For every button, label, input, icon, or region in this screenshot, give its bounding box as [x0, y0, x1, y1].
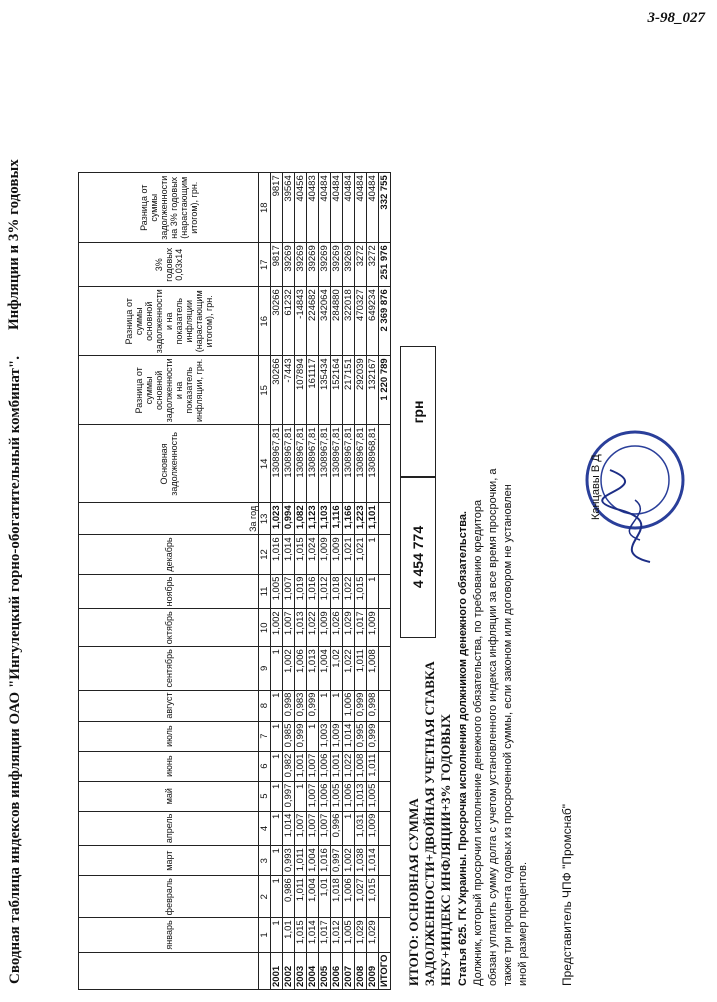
value-cell: 1,006: [319, 781, 331, 811]
value-cell: 0,996: [331, 811, 343, 846]
value-cell: 1,018: [331, 876, 343, 918]
index-cell: 4: [259, 811, 271, 846]
value-cell: 1,009: [367, 609, 379, 647]
value-cell: 1,017: [355, 609, 367, 647]
value-cell: 61232: [283, 287, 295, 356]
value-cell: 107894: [295, 356, 307, 425]
index-cell: 16: [259, 287, 271, 356]
value-cell: 161117: [307, 356, 319, 425]
table-row: [295, 173, 307, 990]
value-cell: 1,101: [367, 503, 379, 535]
value-cell: 40484: [319, 173, 331, 243]
summary-unit: грн: [400, 346, 436, 478]
value-cell: 1308967,81: [283, 425, 295, 503]
value-cell: 39269: [319, 243, 331, 287]
table-row: [319, 173, 331, 990]
value-cell: 132167: [367, 356, 379, 425]
total-cell: [379, 846, 391, 876]
value-cell: 1,006: [295, 647, 307, 690]
value-cell: 1,017: [319, 918, 331, 952]
total-cell: [379, 918, 391, 952]
article-body: Должник, который просрочил исполнение денежного обязательства, по требованию кредитора обязан уплатить сумму долга с учетом установленного индекса инфляции за все время просрочки, а также три процента годовых из просроченной суммы, если законом или договором не установлен иной размер процентов.: [472, 468, 529, 986]
table-row: [331, 173, 343, 990]
value-cell: 649234: [367, 287, 379, 356]
value-cell: 0,993: [283, 846, 295, 876]
value-cell: 1,014: [343, 721, 355, 751]
value-cell: 9817: [271, 243, 283, 287]
value-cell: 1,009: [367, 811, 379, 846]
article-heading: Статья 625. ГК Украины. Просрочка исполнения должником денежного обязательства.: [457, 511, 469, 986]
value-cell: 1308967,81: [295, 425, 307, 503]
value-cell: 1,029: [355, 918, 367, 952]
value-cell: 1,016: [319, 846, 331, 876]
value-cell: 152164: [331, 356, 343, 425]
value-cell: 1,018: [331, 574, 343, 609]
index-cell: 10: [259, 609, 271, 647]
year-cell: 2005: [319, 952, 331, 989]
value-cell: 1,011: [295, 846, 307, 876]
index-row: [259, 173, 271, 990]
value-cell: 1,011: [355, 647, 367, 690]
value-cell: 1,012: [331, 918, 343, 952]
header-cell: За год: [79, 503, 259, 535]
value-cell: 39564: [283, 173, 295, 243]
total-cell: [379, 535, 391, 574]
value-cell: 1,011: [295, 876, 307, 918]
value-cell: 1,014: [367, 846, 379, 876]
value-cell: 1,007: [307, 751, 319, 781]
value-cell: 1,01: [319, 876, 331, 918]
value-cell: 1,007: [283, 609, 295, 647]
value-cell: 9817: [271, 173, 283, 243]
value-cell: 1,009: [319, 609, 331, 647]
year-cell: 2004: [307, 952, 319, 989]
value-cell: 1,023: [271, 503, 283, 535]
value-cell: 284880: [331, 287, 343, 356]
total-cell: [379, 690, 391, 721]
value-cell: 1: [319, 690, 331, 721]
summary-text: ИТОГО: ОСНОВНАЯ СУММА ЗАДОЛЖЕННОСТИ+ДВОЙНАЯ УЧЕТНАЯ СТАВКА НБУ+ИНДЕКС ИНФЛЯЦИИ+3% ГОДОВЫХ: [406, 661, 453, 986]
index-cell: 3: [259, 846, 271, 876]
value-cell: 1: [271, 846, 283, 876]
value-cell: 1,01: [283, 918, 295, 952]
index-cell: 5: [259, 781, 271, 811]
value-cell: 1,008: [367, 647, 379, 690]
value-cell: 1: [343, 811, 355, 846]
header-cell: октябрь: [79, 609, 259, 647]
value-cell: 1,001: [295, 751, 307, 781]
value-cell: 0,998: [367, 690, 379, 721]
value-cell: 1: [271, 721, 283, 751]
value-cell: 3272: [367, 243, 379, 287]
value-cell: 0,999: [367, 721, 379, 751]
index-cell: 12: [259, 535, 271, 574]
value-cell: 39269: [343, 243, 355, 287]
value-cell: 1,009: [319, 535, 331, 574]
value-cell: 30266: [271, 356, 283, 425]
value-cell: 39269: [331, 243, 343, 287]
year-cell: 2002: [283, 952, 295, 989]
value-cell: 0,985: [283, 721, 295, 751]
total-cell: [379, 811, 391, 846]
value-cell: 1: [271, 918, 283, 952]
table-row: [307, 173, 319, 990]
index-cell: [259, 952, 271, 989]
value-cell: 0,998: [283, 690, 295, 721]
value-cell: 1,019: [295, 574, 307, 609]
value-cell: 1,001: [331, 751, 343, 781]
table-row: [355, 173, 367, 990]
header-cell: декабрь: [79, 535, 259, 574]
value-cell: 0,995: [355, 721, 367, 751]
value-cell: 1: [295, 781, 307, 811]
header-cell: сентябрь: [79, 647, 259, 690]
header-cell: апрель: [79, 811, 259, 846]
representative-label: Представитель ЧПФ "Промснаб": [560, 803, 574, 986]
value-cell: 0,986: [283, 876, 295, 918]
value-cell: 1,014: [283, 535, 295, 574]
value-cell: 39269: [283, 243, 295, 287]
value-cell: 1,082: [295, 503, 307, 535]
header-cell: август: [79, 690, 259, 721]
index-cell: 14: [259, 425, 271, 503]
value-cell: -7443: [283, 356, 295, 425]
value-cell: 1308967,81: [307, 425, 319, 503]
value-cell: 0,982: [283, 751, 295, 781]
value-cell: 1,116: [331, 503, 343, 535]
total-cell: ИТОГО: [379, 952, 391, 989]
value-cell: 0,997: [283, 781, 295, 811]
value-cell: 1,007: [295, 811, 307, 846]
value-cell: 1,038: [355, 846, 367, 876]
value-cell: 39269: [307, 243, 319, 287]
header-cell: Разница от суммы задолженности на 3% годовых (нарастающим итогом), грн.: [79, 173, 259, 243]
value-cell: 1,022: [307, 609, 319, 647]
year-cell: 2001: [271, 952, 283, 989]
total-cell: [379, 876, 391, 918]
header-cell: июнь: [79, 751, 259, 781]
value-cell: 1,002: [271, 609, 283, 647]
value-cell: 1: [367, 535, 379, 574]
header-row: [79, 173, 259, 990]
total-cell: 1 220 789: [379, 356, 391, 425]
table-row: [343, 173, 355, 990]
value-cell: 1,002: [283, 647, 295, 690]
value-cell: 1,029: [343, 609, 355, 647]
header-cell: февраль: [79, 876, 259, 918]
value-cell: 1,007: [307, 781, 319, 811]
table-row: [367, 173, 379, 990]
value-cell: 1: [271, 690, 283, 721]
value-cell: 1,005: [331, 781, 343, 811]
header-cell: Разница от суммы основной задолженности и на показатель инфляции (нарастающим итогом), грн.: [79, 287, 259, 356]
value-cell: 1,024: [307, 535, 319, 574]
value-cell: 1: [271, 876, 283, 918]
value-cell: 1,007: [319, 811, 331, 846]
value-cell: 1,002: [343, 846, 355, 876]
value-cell: 0,983: [295, 690, 307, 721]
year-cell: 2006: [331, 952, 343, 989]
value-cell: 1,005: [271, 574, 283, 609]
value-cell: 1308967,81: [331, 425, 343, 503]
inflation-table: [78, 172, 391, 990]
value-cell: 1,026: [331, 609, 343, 647]
summary-amount: 4 454 774: [400, 476, 436, 638]
value-cell: 1,015: [367, 876, 379, 918]
value-cell: 40484: [331, 173, 343, 243]
value-cell: 1,029: [367, 918, 379, 952]
total-cell: [379, 503, 391, 535]
value-cell: 40456: [295, 173, 307, 243]
value-cell: 1,013: [295, 609, 307, 647]
page-code: 3-98_027: [647, 10, 705, 26]
value-cell: 1,166: [343, 503, 355, 535]
index-cell: 11: [259, 574, 271, 609]
value-cell: 1,004: [307, 876, 319, 918]
value-cell: 1,003: [319, 721, 331, 751]
value-cell: 3272: [355, 243, 367, 287]
value-cell: 1,009: [331, 535, 343, 574]
value-cell: 1,022: [343, 751, 355, 781]
value-cell: 1,021: [355, 535, 367, 574]
value-cell: 1,123: [307, 503, 319, 535]
index-cell: 15: [259, 356, 271, 425]
value-cell: 1308967,81: [343, 425, 355, 503]
value-cell: 1: [271, 811, 283, 846]
value-cell: 40484: [367, 173, 379, 243]
value-cell: 322018: [343, 287, 355, 356]
value-cell: 1308967,81: [319, 425, 331, 503]
table-row: [271, 173, 283, 990]
value-cell: 1,021: [343, 535, 355, 574]
total-cell: 332 755: [379, 173, 391, 243]
header-cell: Разница от суммы основной задолженности и на показатель инфляции, грн.: [79, 356, 259, 425]
value-cell: 1,031: [355, 811, 367, 846]
value-cell: 1,006: [319, 751, 331, 781]
value-cell: 1,223: [355, 503, 367, 535]
value-cell: 1,011: [367, 751, 379, 781]
header-cell: май: [79, 781, 259, 811]
value-cell: 39269: [295, 243, 307, 287]
index-cell: 8: [259, 690, 271, 721]
total-cell: [379, 751, 391, 781]
value-cell: 1,004: [319, 647, 331, 690]
value-cell: 342064: [319, 287, 331, 356]
total-cell: [379, 425, 391, 503]
index-cell: 2: [259, 876, 271, 918]
value-cell: 1308967,81: [271, 425, 283, 503]
page-title: Сводная таблица индексов инфляции ОАО "Ингулецкий горно-обогатительный комбинат".: [7, 356, 23, 984]
total-cell: 2 369 876: [379, 287, 391, 356]
year-cell: 2007: [343, 952, 355, 989]
value-cell: 1,103: [319, 503, 331, 535]
index-cell: 9: [259, 647, 271, 690]
value-cell: 292039: [355, 356, 367, 425]
value-cell: 1,02: [331, 647, 343, 690]
value-cell: 135434: [319, 356, 331, 425]
value-cell: 1,006: [343, 876, 355, 918]
year-cell: 2003: [295, 952, 307, 989]
value-cell: 1,008: [355, 751, 367, 781]
header-cell: ноябрь: [79, 574, 259, 609]
value-cell: 1,022: [343, 647, 355, 690]
index-cell: 13: [259, 503, 271, 535]
value-cell: 1,006: [343, 781, 355, 811]
value-cell: 217151: [343, 356, 355, 425]
value-cell: 1: [271, 751, 283, 781]
index-cell: 17: [259, 243, 271, 287]
header-cell: [79, 952, 259, 989]
value-cell: 1,016: [271, 535, 283, 574]
index-cell: 6: [259, 751, 271, 781]
value-cell: 1,022: [343, 574, 355, 609]
value-cell: 30266: [271, 287, 283, 356]
header-cell: январь: [79, 918, 259, 952]
value-cell: 1,016: [307, 574, 319, 609]
total-cell: [379, 721, 391, 751]
total-row: [379, 173, 391, 990]
value-cell: 1,015: [355, 574, 367, 609]
value-cell: -14843: [295, 287, 307, 356]
value-cell: 0,999: [355, 690, 367, 721]
page-subtitle: Инфляции и 3% годовых: [6, 159, 22, 330]
value-cell: 1,014: [307, 918, 319, 952]
value-cell: 224682: [307, 287, 319, 356]
rotated-sheet: [0, 30, 700, 990]
value-cell: 1,006: [343, 690, 355, 721]
value-cell: 1,007: [283, 574, 295, 609]
value-cell: 40483: [307, 173, 319, 243]
value-cell: 40484: [355, 173, 367, 243]
header-cell: Основная задолженность: [79, 425, 259, 503]
value-cell: 1: [271, 647, 283, 690]
value-cell: 1,015: [295, 918, 307, 952]
value-cell: 0,999: [295, 721, 307, 751]
header-cell: март: [79, 846, 259, 876]
year-cell: 2009: [367, 952, 379, 989]
value-cell: 1,012: [319, 574, 331, 609]
total-cell: [379, 574, 391, 609]
signer-name: Канцавы В Д: [590, 454, 602, 520]
value-cell: 1,005: [367, 781, 379, 811]
value-cell: 1: [367, 574, 379, 609]
header-cell: июль: [79, 721, 259, 751]
value-cell: 40484: [343, 173, 355, 243]
total-cell: [379, 647, 391, 690]
value-cell: 1,009: [331, 721, 343, 751]
value-cell: 1308967,81: [355, 425, 367, 503]
index-cell: 7: [259, 721, 271, 751]
table-row: [283, 173, 295, 990]
value-cell: 0,999: [307, 690, 319, 721]
value-cell: 0,997: [331, 846, 343, 876]
value-cell: 1,005: [343, 918, 355, 952]
index-cell: 18: [259, 173, 271, 243]
article-block: [456, 466, 531, 986]
total-cell: [379, 781, 391, 811]
total-cell: 251 976: [379, 243, 391, 287]
value-cell: 1,013: [307, 647, 319, 690]
value-cell: 1: [271, 781, 283, 811]
value-cell: 1: [307, 721, 319, 751]
index-cell: 1: [259, 918, 271, 952]
total-cell: [379, 609, 391, 647]
value-cell: 1,007: [307, 811, 319, 846]
value-cell: 1308968,81: [367, 425, 379, 503]
value-cell: 1: [331, 690, 343, 721]
value-cell: 1,014: [283, 811, 295, 846]
header-cell: 3% годовых 0,03х14: [79, 243, 259, 287]
value-cell: 1,015: [295, 535, 307, 574]
value-cell: 1,004: [307, 846, 319, 876]
value-cell: 0,994: [283, 503, 295, 535]
value-cell: 1,013: [355, 781, 367, 811]
value-cell: 470327: [355, 287, 367, 356]
year-cell: 2008: [355, 952, 367, 989]
value-cell: 1,027: [355, 876, 367, 918]
